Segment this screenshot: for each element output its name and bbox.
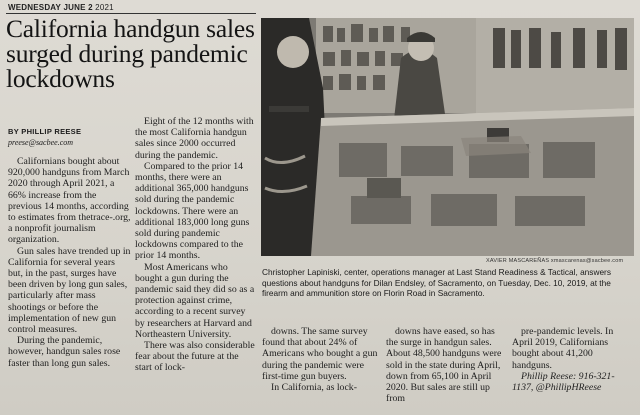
photo-illustration — [261, 18, 634, 256]
article-column-4 — [386, 326, 502, 404]
paragraph: There was also considerable fear about the future at the start of lock- — [135, 340, 255, 374]
photo-credit: XAVIER MASCAREÑAS xmascarenas@sacbee.com — [486, 258, 624, 264]
paragraph: Californians bought about 920,000 handguns from March 2020 through April 2021, a 66% increase from the previous 14 months, according to estimates from thetrace-.org, a nonprofit journalism organization. — [8, 156, 131, 246]
paragraph: Most Americans who bought a gun during the pandemic said they did so as a protection against crime, according to a recent survey by researchers at Harvard and Northeastern University. — [135, 261, 255, 340]
paragraph: downs. The same survey found that about 24% of Americans who bought a gun during the pandemic were first-time gun buyers. — [262, 326, 378, 382]
paragraph: Compared to the prior 14 months, there were an additional 365,000 handguns sold during the pandemic lockdowns. There were an additional 183,000 long guns sold during pandemic lockdowns compared to the prior 14 months. — [135, 160, 250, 262]
paragraph: During the pandemic, however, handgun sales rose faster than long gun sales. — [8, 335, 121, 369]
headline: California handgun sales surged during pandemic lockdowns — [6, 14, 255, 93]
dateline-year: 2021 — [95, 3, 114, 12]
dateline — [8, 3, 114, 12]
paragraph: downs have eased, so has the surge in handgun sales. About 48,500 handguns were sold in the state during April, down from 65,100 in April 2020. But sales are still up from — [386, 326, 502, 405]
author-signoff: Phillip Reese: 916-321-1137, @PhillipHReese — [512, 370, 615, 394]
article-column-3 — [262, 326, 380, 393]
dateline-day: WEDNESDAY — [8, 3, 62, 12]
paragraph: Eight of the 12 months with the most California handgun sales since 2000 occurred during the pandemic. — [135, 116, 254, 161]
author-email: preese@sacbee.com — [8, 138, 74, 147]
paragraph: pre-pandemic levels. In April 2019, Californians bought about 41,200 handguns. — [512, 326, 614, 371]
photo-caption: Christopher Lapiniski, center, operations manager at Last Stand Readiness & Tactical, answers questions about handguns for Dilan Endsley, of Sacramento, on Tuesday, Dec. 10, 2019, at the firearm and ammunition store on Florin Road in Sacramento. — [262, 267, 611, 298]
article-column-1 — [8, 156, 132, 369]
dateline-date: JUNE 2 — [63, 3, 93, 12]
article-column-5 — [512, 326, 634, 393]
byline: BY PHILLIP REESE — [8, 127, 82, 136]
paragraph: Gun sales have trended up in California for several years but, in the past, surges have been driven by long gun sales, particularly after mass shootings or before the implementation of new gun control measures. — [8, 245, 131, 336]
store-photo — [261, 18, 634, 256]
article-column-2 — [135, 116, 257, 374]
paragraph: In California, as lock- — [271, 382, 357, 394]
